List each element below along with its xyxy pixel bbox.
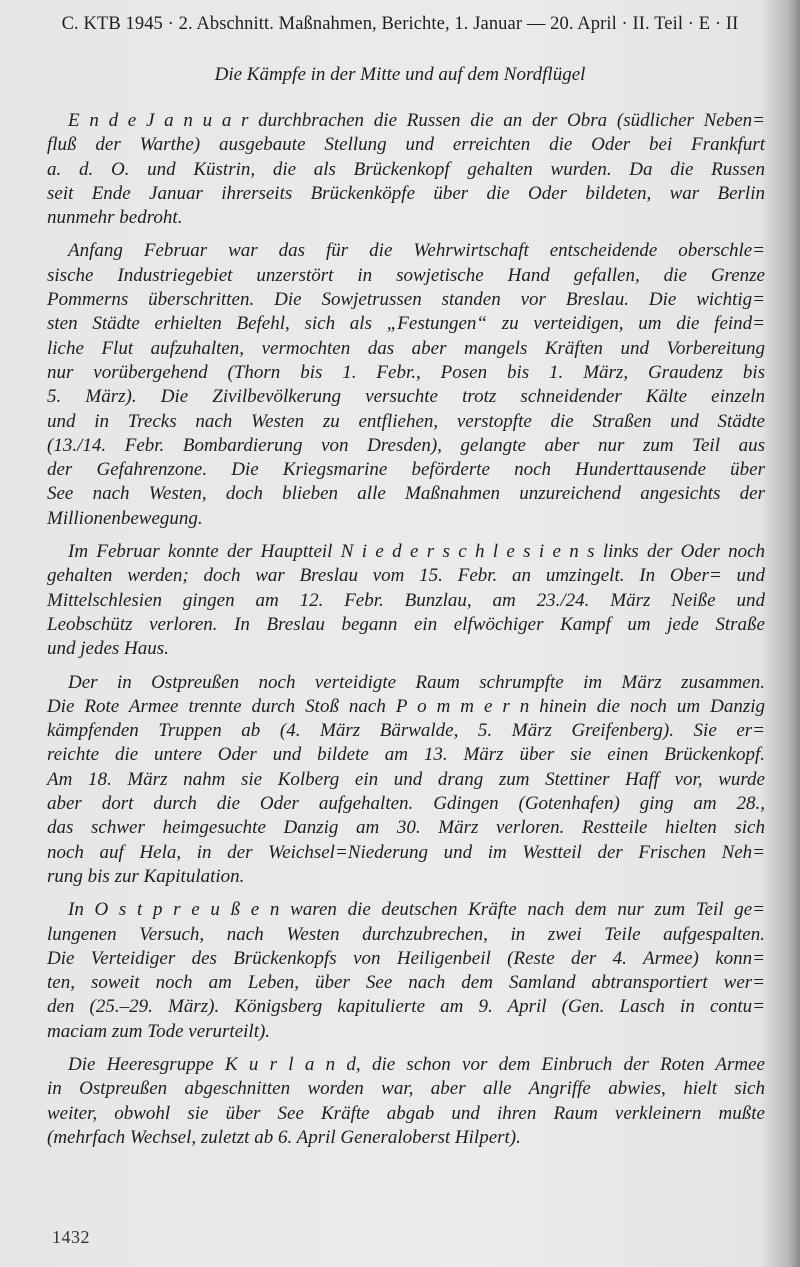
- paragraph: [47, 239, 765, 531]
- text-line: maciam zum Tode verurteilt).: [47, 1020, 271, 1042]
- text-line: in Ostpreußen abgeschnitten worden war, aber alle Angriffe abwies, hielt sich: [47, 1078, 765, 1100]
- text-line: See nach Westen, doch blieben alle Maßnahmen unzureichend angesichts der: [47, 483, 765, 505]
- paragraph: [47, 1053, 765, 1150]
- text-line: a. d. O. und Küstrin, die als Brückenkopf gehalten wurden. Da die Russen: [47, 158, 765, 180]
- text-line: Der in Ostpreußen noch verteidigte Raum schrumpfte im März zusammen.: [68, 671, 765, 693]
- text-line: Anfang Februar war das für die Wehrwirtschaft entscheidende oberschle=: [68, 240, 765, 262]
- paragraph: [47, 540, 765, 661]
- text-line: sische Industriegebiet unzerstört in sowjetische Hand gefallen, die Grenze: [47, 264, 765, 286]
- paragraph: [47, 898, 765, 1044]
- text-line: rung bis zur Kapitulation.: [47, 865, 245, 887]
- page-number: 1432: [52, 1227, 90, 1247]
- text-line: E n d e J a n u a r durchbrachen die Russen die an der Obra (südlicher Neben=: [68, 110, 765, 131]
- text-line: das schwer heimgesuchte Danzig am 30. März verloren. Restteile hielten sich: [47, 817, 765, 839]
- text-line: Die Heeresgruppe K u r l a n d, die schon vor dem Einbruch der Roten Armee: [68, 1053, 765, 1075]
- text-line: nur vorübergehend (Thorn bis 1. Febr., Posen bis 1. März, Graudenz bis: [47, 361, 765, 383]
- text-line: sten Städte erhielten Befehl, sich als „Festungen“ zu verteidigen, um die feind=: [47, 313, 765, 335]
- body-text: [47, 109, 765, 1159]
- text-line: Die Verteidiger des Brückenkopfs von Heiligenbeil (Reste der 4. Armee) konn=: [47, 947, 765, 969]
- text-line: der Gefahrenzone. Die Kriegsmarine beförderte noch Hunderttausende über: [47, 459, 765, 481]
- paragraph: [47, 109, 765, 230]
- text-line: lungenen Versuch, nach Westen durchzubrechen, in zwei Teile aufgespalten.: [47, 923, 765, 945]
- text-line: ten, soweit noch am Leben, über See nach dem Samland abtransportiert wer=: [47, 972, 765, 994]
- text-line: Im Februar konnte der Hauptteil N i e d e r s c h l e s i e n s links der Oder noch: [68, 541, 765, 563]
- text-line: Pommerns überschritten. Die Sowjetrussen standen vor Breslau. Die wichtig=: [47, 289, 765, 311]
- text-line: 5. März). Die Zivilbevölkerung versuchte trotz schneidender Kälte einzeln: [47, 386, 765, 408]
- text-line: (mehrfach Wechsel, zuletzt ab 6. April Generaloberst Hilpert).: [47, 1126, 521, 1148]
- text-line: Mittelschlesien gingen am 12. Febr. Bunzlau, am 23./24. März Neiße und: [47, 589, 765, 611]
- section-title: Die Kämpfe in der Mitte und auf dem Nordflügel: [214, 64, 586, 85]
- text-line: Die Rote Armee trennte durch Stoß nach P o m m e r n hinein die noch um Danzig: [47, 695, 765, 717]
- text-line: Millionenbewegung.: [47, 507, 203, 529]
- text-line: den (25.–29. März). Königsberg kapitulierte am 9. April (Gen. Lasch in contu=: [47, 996, 765, 1018]
- text-line: noch auf Hela, in der Weichsel=Niederung und im Westteil der Frischen Neh=: [47, 841, 765, 863]
- text-line: weiter, obwohl sie über See Kräfte abgab und ihren Raum verkleinern mußte: [47, 1102, 765, 1124]
- text-line: aber dort durch die Oder aufgehalten. Gdingen (Gotenhafen) ging am 28.,: [47, 793, 765, 815]
- text-line: fluß der Warthe) ausgebaute Stellung und erreichten die Oder bei Frankfurt: [47, 134, 765, 156]
- text-line: kämpfenden Truppen ab (4. März Bärwalde, 5. März Greifenberg). Sie er=: [47, 720, 765, 742]
- text-line: nunmehr bedroht.: [47, 207, 183, 229]
- text-line: und in Trecks nach Westen zu entfliehen, verstopfte die Straßen und Städte: [47, 410, 765, 432]
- text-line: und jedes Haus.: [47, 638, 169, 660]
- text-line: seit Ende Januar ihrerseits Brückenköpfe über die Oder bildeten, war Berlin: [47, 182, 765, 204]
- text-line: Leobschütz verloren. In Breslau begann ein elfwöchiger Kampf um jede Straße: [47, 613, 765, 635]
- text-line: gehalten werden; doch war Breslau vom 15. Febr. an umzingelt. In Ober= und: [47, 565, 765, 587]
- text-line: Am 18. März nahm sie Kolberg ein und drang zum Stettiner Haff vor, wurde: [47, 768, 765, 790]
- text-line: In O s t p r e u ß e n waren die deutschen Kräfte nach dem nur zum Teil ge=: [68, 899, 765, 921]
- text-line: liche Flut aufzuhalten, vermochten das aber mangels Kräften und Vorbereitung: [47, 337, 765, 359]
- paragraph: [47, 671, 765, 890]
- text-line: (13./14. Febr. Bombardierung von Dresden), gelangte aber nur zum Teil aus: [47, 434, 765, 456]
- running-head: C. KTB 1945 · 2. Abschnitt. Maßnahmen, Berichte, 1. Januar — 20. April · II. Teil · E · II: [61, 14, 739, 34]
- text-line: reichte die untere Oder und bildete am 13. März über sie einen Brückenkopf.: [47, 744, 765, 766]
